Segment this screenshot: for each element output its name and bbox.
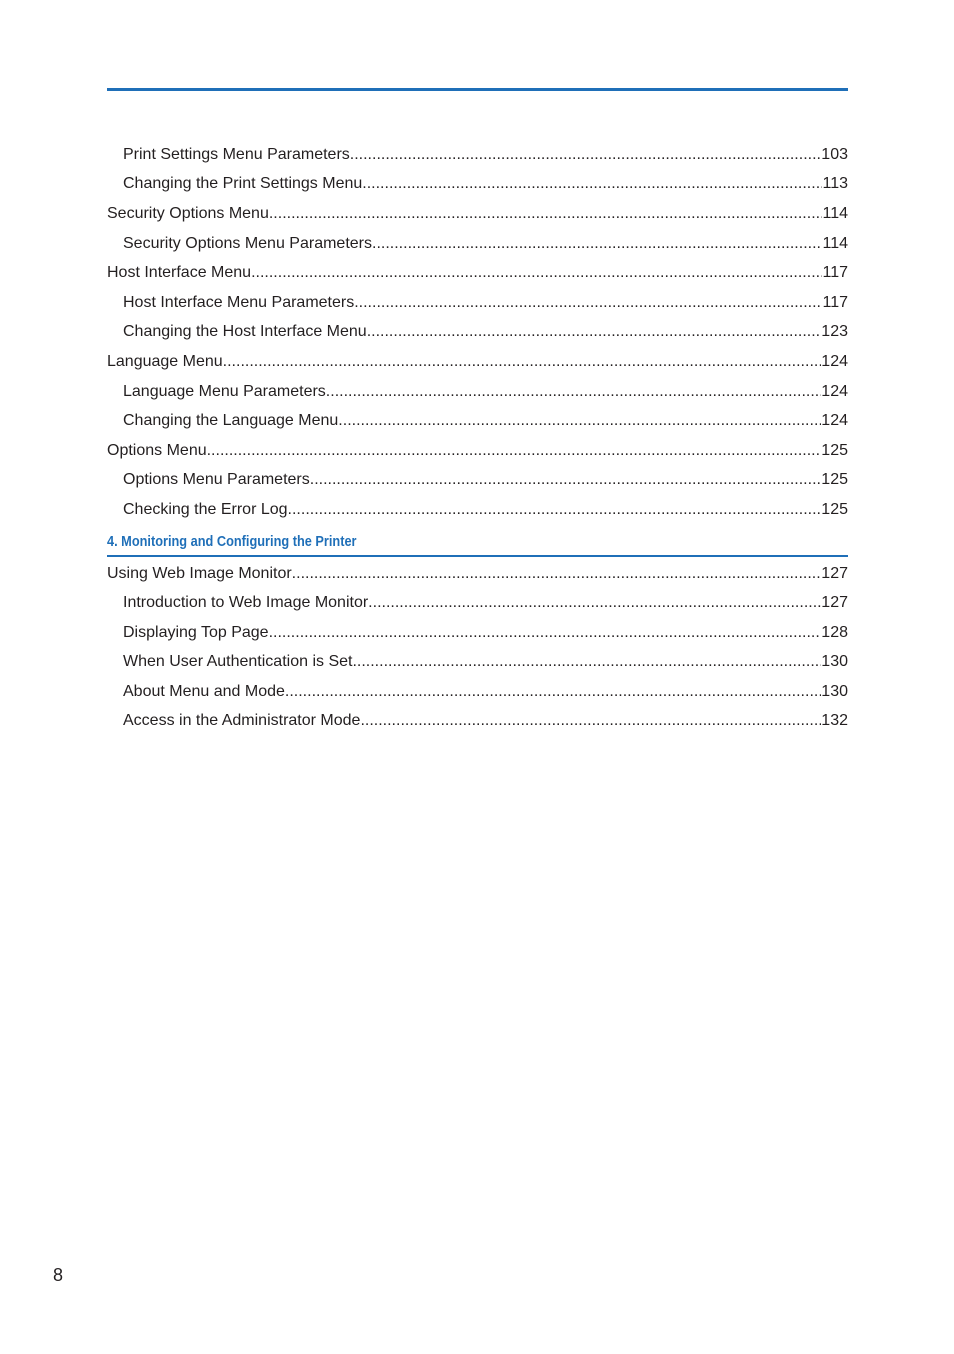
- toc-entry-page: 125: [821, 500, 848, 518]
- toc-entry-page: 103: [821, 145, 848, 163]
- toc-entry-page: 117: [822, 293, 848, 311]
- chapter-title: 4. Monitoring and Configuring the Printer: [107, 533, 357, 550]
- dot-leader: [352, 653, 821, 671]
- dot-leader: [269, 205, 823, 223]
- dot-leader: [367, 323, 822, 341]
- table-of-contents: [107, 140, 848, 736]
- toc-entry-page: 114: [822, 234, 848, 252]
- toc-entry-title: Host Interface Menu Parameters: [123, 293, 355, 311]
- toc-entry[interactable]: [107, 229, 848, 259]
- toc-entry[interactable]: [107, 288, 848, 318]
- toc-entry-title: Options Menu: [107, 441, 207, 459]
- toc-entry-title: Changing the Host Interface Menu: [123, 323, 367, 341]
- dot-leader: [350, 146, 822, 164]
- toc-entry-title: Security Options Menu Parameters: [123, 234, 372, 252]
- toc-group: [107, 559, 848, 737]
- dot-leader: [368, 594, 821, 612]
- toc-entry-page: 130: [821, 653, 848, 671]
- toc-entry-title: Using Web Image Monitor: [107, 564, 292, 582]
- toc-entry-title: Changing the Print Settings Menu: [123, 175, 363, 193]
- toc-entry-title: Changing the Language Menu: [123, 412, 339, 430]
- dot-leader: [251, 264, 822, 282]
- dot-leader: [223, 353, 822, 371]
- toc-entry-page: 127: [821, 564, 848, 582]
- dot-leader: [338, 412, 821, 430]
- toc-entry-page: 124: [821, 382, 848, 400]
- toc-entry[interactable]: [107, 347, 848, 377]
- page-number: 8: [53, 1265, 64, 1285]
- dot-leader: [310, 471, 822, 489]
- toc-entry[interactable]: [107, 707, 848, 737]
- toc-entry[interactable]: [107, 677, 848, 707]
- toc-entry[interactable]: [107, 258, 848, 288]
- toc-entry-title: Access in the Administrator Mode: [123, 712, 361, 730]
- toc-entry-title: Options Menu Parameters: [123, 471, 310, 489]
- toc-entry[interactable]: [107, 318, 848, 348]
- toc-entry-page: 128: [821, 623, 848, 641]
- dot-leader: [354, 294, 822, 312]
- toc-entry-page: 125: [821, 471, 848, 489]
- toc-entry-title: Language Menu Parameters: [123, 382, 326, 400]
- toc-entry-page: 130: [821, 682, 848, 700]
- dot-leader: [326, 383, 822, 401]
- toc-entry-title: When User Authentication is Set: [123, 653, 353, 671]
- toc-entry-page: 113: [822, 175, 848, 193]
- toc-entry-page: 117: [822, 264, 848, 282]
- dot-leader: [292, 565, 822, 583]
- toc-entry-title: About Menu and Mode: [123, 682, 285, 700]
- dot-leader: [269, 624, 822, 642]
- toc-entry-title: Host Interface Menu: [107, 264, 252, 282]
- toc-entry[interactable]: [107, 495, 848, 525]
- dot-leader: [288, 501, 822, 519]
- dot-leader: [207, 442, 822, 460]
- header-rule: [107, 88, 848, 91]
- dot-leader: [285, 683, 821, 701]
- toc-entry[interactable]: [107, 436, 848, 466]
- toc-entry[interactable]: [107, 618, 848, 648]
- toc-entry-title: Language Menu: [107, 352, 223, 370]
- toc-entry[interactable]: [107, 648, 848, 678]
- toc-entry-title: Checking the Error Log: [123, 500, 288, 518]
- toc-entry-title: Security Options Menu: [107, 204, 269, 222]
- toc-entry[interactable]: [107, 406, 848, 436]
- toc-entry[interactable]: [107, 170, 848, 200]
- toc-entry[interactable]: [107, 140, 848, 170]
- chapter-heading[interactable]: [107, 525, 848, 557]
- toc-entry-page: 132: [821, 712, 848, 730]
- toc-entry-title: Displaying Top Page: [123, 623, 269, 641]
- toc-entry-title: Introduction to Web Image Monitor: [123, 594, 369, 612]
- toc-entry[interactable]: [107, 466, 848, 496]
- toc-entry[interactable]: [107, 559, 848, 589]
- toc-entry-page: 127: [821, 594, 848, 612]
- dot-leader: [360, 712, 821, 730]
- toc-entry-title: Print Settings Menu Parameters: [123, 145, 350, 163]
- dot-leader: [372, 235, 822, 253]
- dot-leader: [362, 175, 822, 193]
- toc-entry-page: 125: [821, 441, 848, 459]
- toc-entry-page: 124: [821, 412, 848, 430]
- toc-entry[interactable]: [107, 588, 848, 618]
- toc-entry-page: 114: [822, 204, 848, 222]
- toc-entry[interactable]: [107, 199, 848, 229]
- toc-group: [107, 140, 848, 525]
- toc-entry[interactable]: [107, 377, 848, 407]
- toc-entry-page: 124: [821, 352, 848, 370]
- toc-entry-page: 123: [821, 323, 848, 341]
